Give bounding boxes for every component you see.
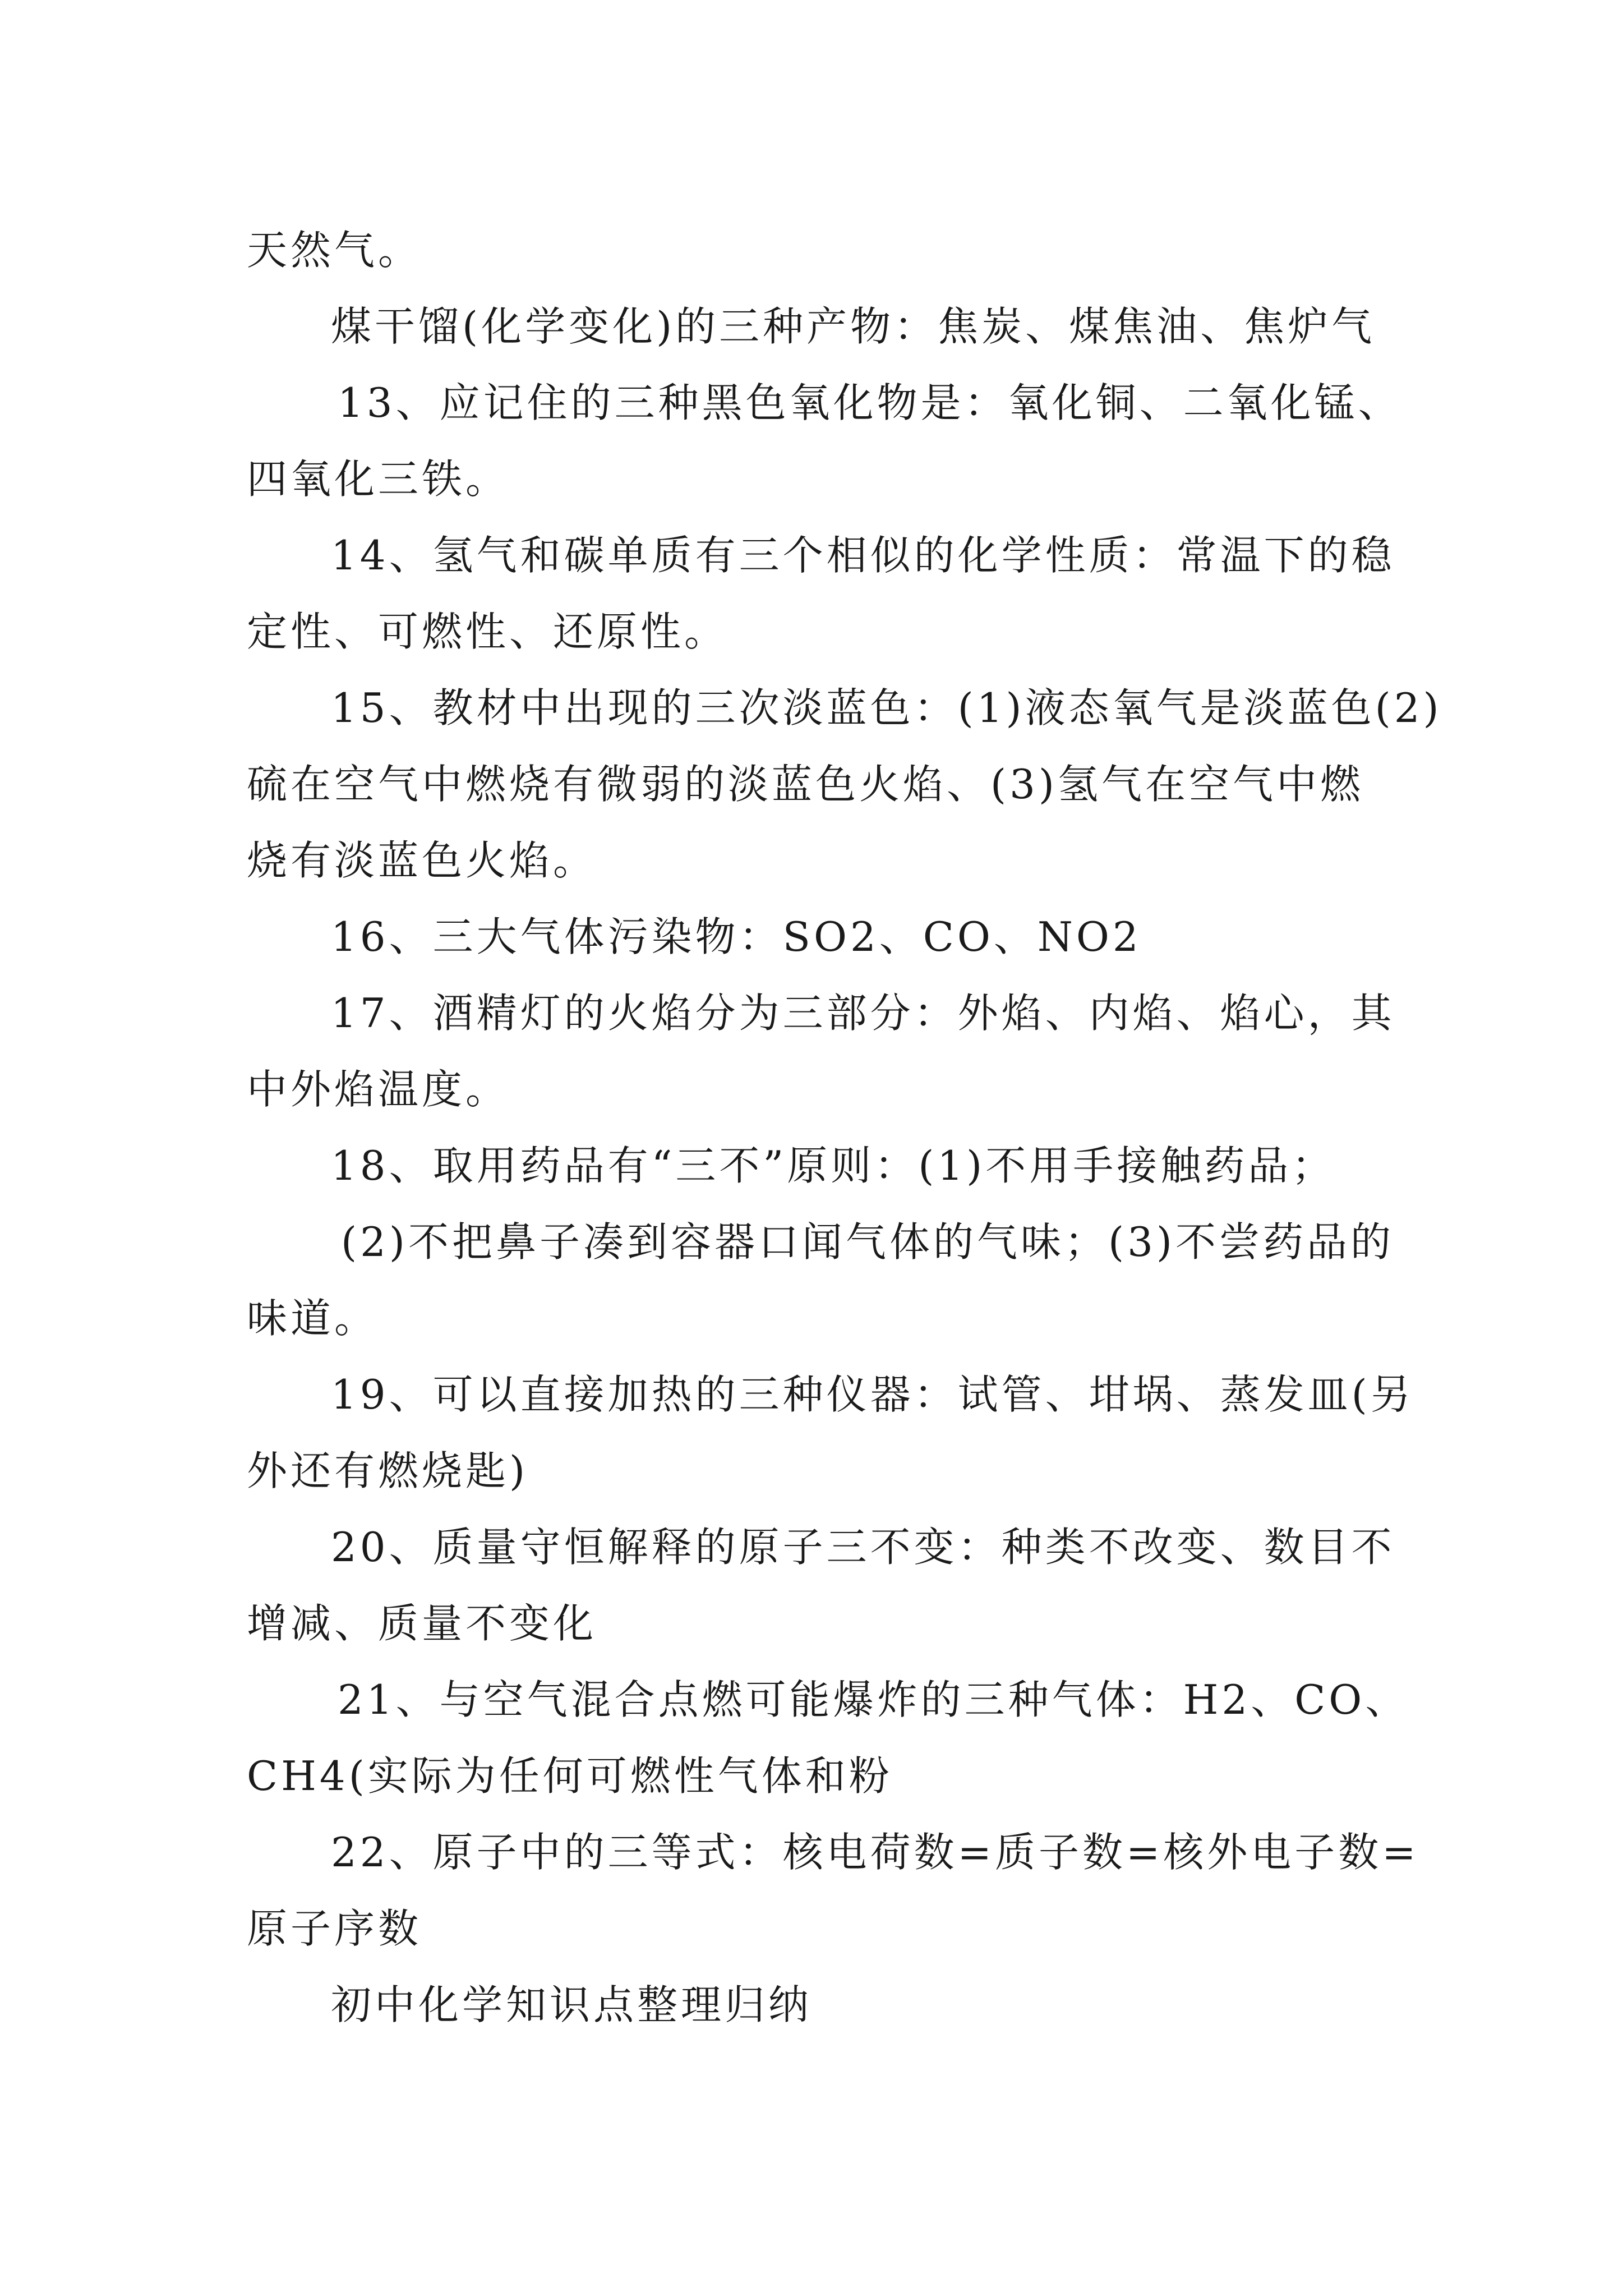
text-line: 四氧化三铁。 — [247, 455, 510, 503]
text-line: 原子序数 — [247, 1905, 422, 1952]
text-line: 22、原子中的三等式：核电荷数=质子数=核外电子数= — [331, 1829, 1419, 1876]
text-line: 中外焰温度。 — [247, 1066, 510, 1113]
text-line: 21、与空气混合点燃可能爆炸的三种气体：H2、CO、 — [338, 1676, 1409, 1723]
text-line: 天然气。 — [247, 227, 422, 274]
text-line: 13、应记住的三种黑色氧化物是：氧化铜、二氧化锰、 — [338, 379, 1402, 426]
text-line: 外还有燃烧匙) — [247, 1447, 529, 1494]
section-heading: 初中化学知识点整理归纳 — [331, 1981, 813, 2028]
text-line: 17、酒精灯的火焰分为三部分：外焰、内焰、焰心，其 — [331, 990, 1395, 1037]
document-body — [247, 212, 1442, 2043]
text-line: 定性、可燃性、还原性。 — [247, 608, 728, 655]
text-line: 20、质量守恒解释的原子三不变：种类不改变、数目不 — [331, 1524, 1395, 1571]
text-line: 18、取用药品有“三不”原则：(1)不用手接触药品； — [331, 1142, 1336, 1189]
text-line: 15、教材中出现的三次淡蓝色：(1)液态氧气是淡蓝色(2) — [331, 684, 1442, 731]
text-line: CH4(实际为任何可燃性气体和粉 — [247, 1752, 893, 1800]
text-line: 煤干馏(化学变化)的三种产物：焦炭、煤焦油、焦炉气 — [331, 303, 1376, 350]
text-line: 16、三大气体污染物：SO2、CO、NO2 — [331, 913, 1142, 960]
text-line: 14、氢气和碳单质有三个相似的化学性质：常温下的稳 — [331, 532, 1395, 579]
text-line: 19、可以直接加热的三种仪器：试管、坩埚、蒸发皿(另 — [331, 1371, 1414, 1418]
text-line: 增减、质量不变化 — [247, 1600, 597, 1647]
text-line: (2)不把鼻子凑到容器口闻气体的气味；(3)不尝药品的 — [341, 1218, 1394, 1266]
text-line: 硫在空气中燃烧有微弱的淡蓝色火焰、(3)氢气在空气中燃 — [247, 761, 1364, 808]
text-line: 味道。 — [247, 1295, 379, 1342]
text-line: 烧有淡蓝色火焰。 — [247, 837, 597, 884]
